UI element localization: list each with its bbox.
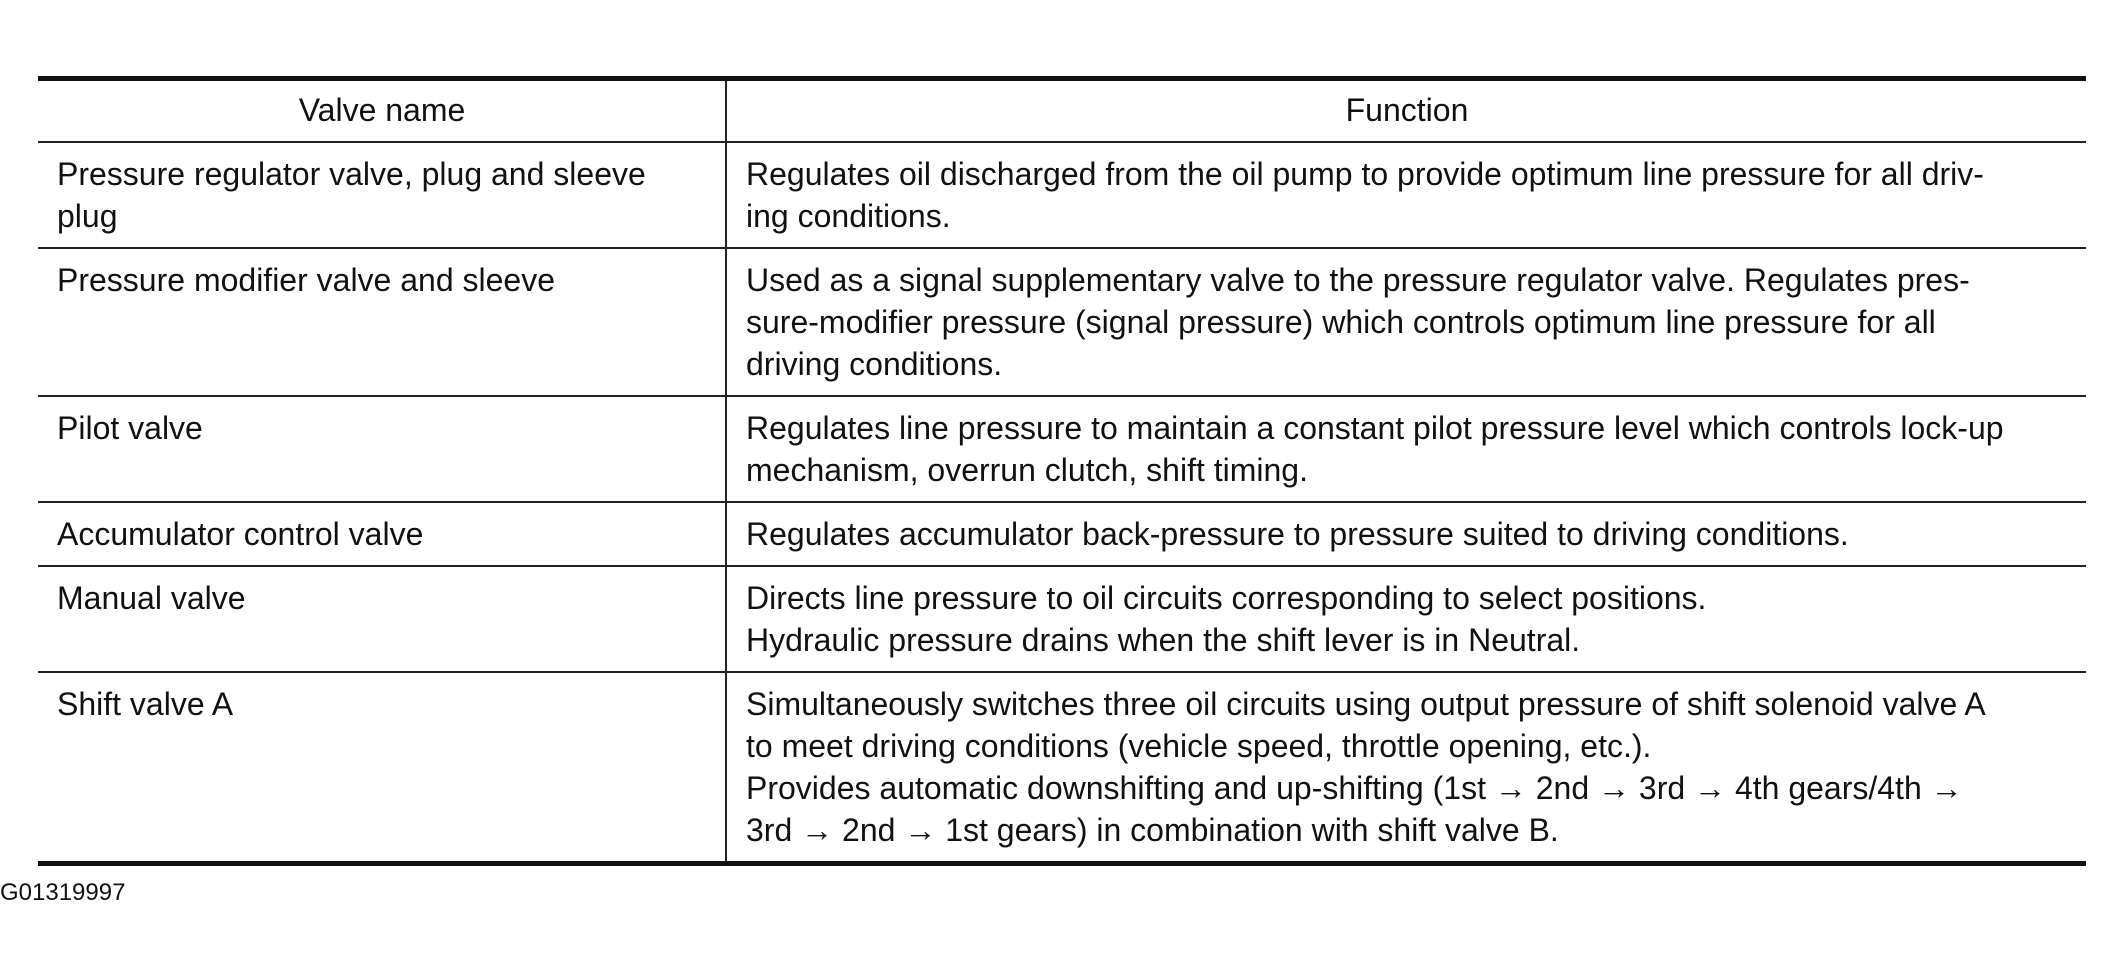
- function-line: driving conditions.: [746, 346, 1003, 382]
- function-line: Regulates oil discharged from the oil pump to provide optimum line pressure for all driv-: [746, 156, 1984, 192]
- function-line: Provides automatic downshifting and up-shifting (1st → 2nd → 3rd → 4th gears/4th →: [746, 770, 1963, 806]
- table-row: [38, 502, 2086, 566]
- function-line: Regulates line pressure to maintain a constant pilot pressure level which controls lock-up: [746, 410, 2004, 446]
- function-cell: [726, 248, 2086, 396]
- function-line: 3rd → 2nd → 1st gears) in combination with shift valve B.: [746, 812, 1559, 848]
- function-line: Directs line pressure to oil circuits corresponding to select positions.: [746, 580, 1707, 616]
- table-row: [38, 248, 2086, 396]
- column-header-function: Function: [726, 79, 2086, 143]
- function-cell: [726, 396, 2086, 502]
- function-line: Regulates accumulator back-pressure to pressure suited to driving conditions.: [746, 516, 1849, 552]
- function-line: sure-modifier pressure (signal pressure) which controls optimum line pressure for all: [746, 304, 1936, 340]
- valve-name-cell: Manual valve: [38, 566, 726, 672]
- valve-name-cell: Pressure modifier valve and sleeve: [38, 248, 726, 396]
- valve-name-cell: Pressure regulator valve, plug and sleeve plug: [38, 142, 726, 248]
- valve-name-cell: Shift valve A: [38, 672, 726, 864]
- function-cell: [726, 142, 2086, 248]
- function-line: ing conditions.: [746, 198, 951, 234]
- function-line: to meet driving conditions (vehicle speed, throttle opening, etc.).: [746, 728, 1652, 764]
- function-cell: [726, 672, 2086, 864]
- function-cell: [726, 502, 2086, 566]
- valve-function-table: [38, 76, 2086, 866]
- table-row: [38, 672, 2086, 864]
- header-row: [38, 79, 2086, 143]
- function-line: Simultaneously switches three oil circuits using output pressure of shift solenoid valve A: [746, 686, 1986, 722]
- function-line: Used as a signal supplementary valve to the pressure regulator valve. Regulates pres-: [746, 262, 1970, 298]
- table-row: [38, 566, 2086, 672]
- figure-id-label: G01319997: [0, 879, 126, 906]
- valve-name-cell: Accumulator control valve: [38, 502, 726, 566]
- function-line: Hydraulic pressure drains when the shift lever is in Neutral.: [746, 622, 1581, 658]
- table-row: [38, 396, 2086, 502]
- function-cell: [726, 566, 2086, 672]
- column-header-valve-name: Valve name: [38, 79, 726, 143]
- valve-name-cell: Pilot valve: [38, 396, 726, 502]
- table-row: [38, 142, 2086, 248]
- function-line: mechanism, overrun clutch, shift timing.: [746, 452, 1308, 488]
